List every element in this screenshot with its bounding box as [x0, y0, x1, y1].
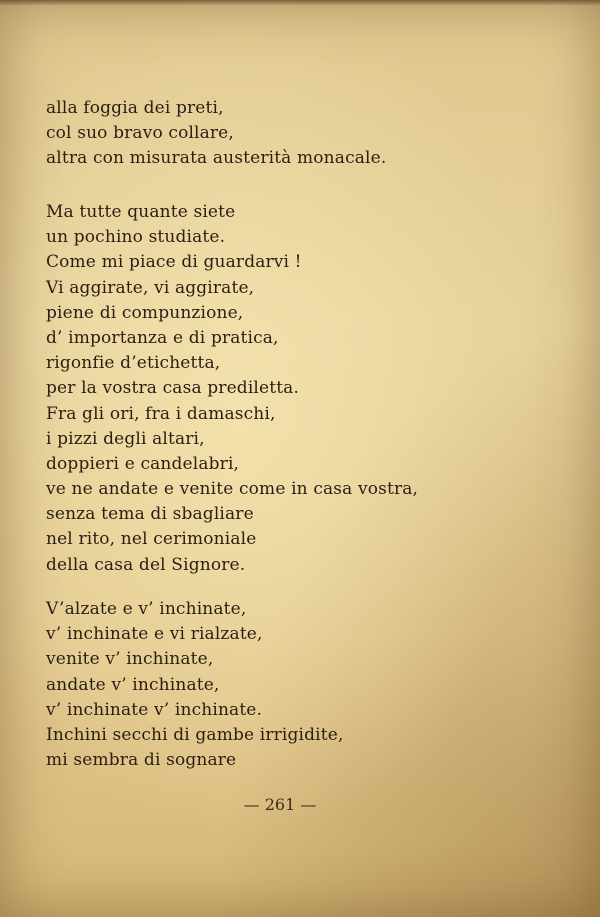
poem-line: alla foggia dei preti, [46, 98, 224, 118]
poem-line: piene di compunzione, [46, 302, 244, 323]
stanza-2 [46, 200, 418, 578]
poem-line: nel rito, nel cerimoniale [46, 529, 257, 550]
poem-line: Inchini secchi di gambe irrigidite, [46, 724, 344, 745]
poem-line: v’ inchinate v’ inchinate. [46, 699, 263, 720]
page-top-edge [0, 0, 600, 6]
poem-line: col suo bravo collare, [46, 123, 234, 144]
poem-line: i pizzi degli altari, [46, 428, 205, 449]
poem-line: v’ inchinate e vi rialzate, [46, 624, 263, 645]
stanza-1 [46, 96, 386, 172]
poem-line: senza tema di sbagliare [46, 504, 254, 525]
poem-line: venite v’ inchinate, [46, 649, 214, 670]
poem-line: ve ne andate e venite come in casa vostra, [46, 479, 419, 500]
page-number: — 261 — [243, 795, 317, 814]
poem-line: un pochino studiate. [46, 227, 226, 248]
poem-line: altra con misurata austerità monacale. [46, 148, 387, 169]
poem-line: mi sembra di sognare [46, 750, 237, 771]
poem-line: Come mi piace di guardarvi ! [46, 252, 302, 273]
poem-line: doppieri e candelabri, [46, 453, 240, 474]
poem-line: Fra gli ori, fra i damaschi, [46, 403, 276, 424]
poem-line: per la vostra casa prediletta. [46, 378, 300, 399]
stanza-3 [46, 597, 344, 773]
poem-line: rigonfie d’etichetta, [46, 353, 221, 374]
poem-line: V’alzate e v’ inchinate, [46, 599, 247, 619]
poem-line: d’ importanza e di pratica, [46, 327, 279, 348]
poem-line: andate v’ inchinate, [46, 674, 220, 695]
poem-line: Ma tutte quante siete [46, 202, 236, 222]
poem-line: della casa del Signore. [46, 554, 246, 575]
poem-line: Vi aggirate, vi aggirate, [46, 277, 255, 298]
